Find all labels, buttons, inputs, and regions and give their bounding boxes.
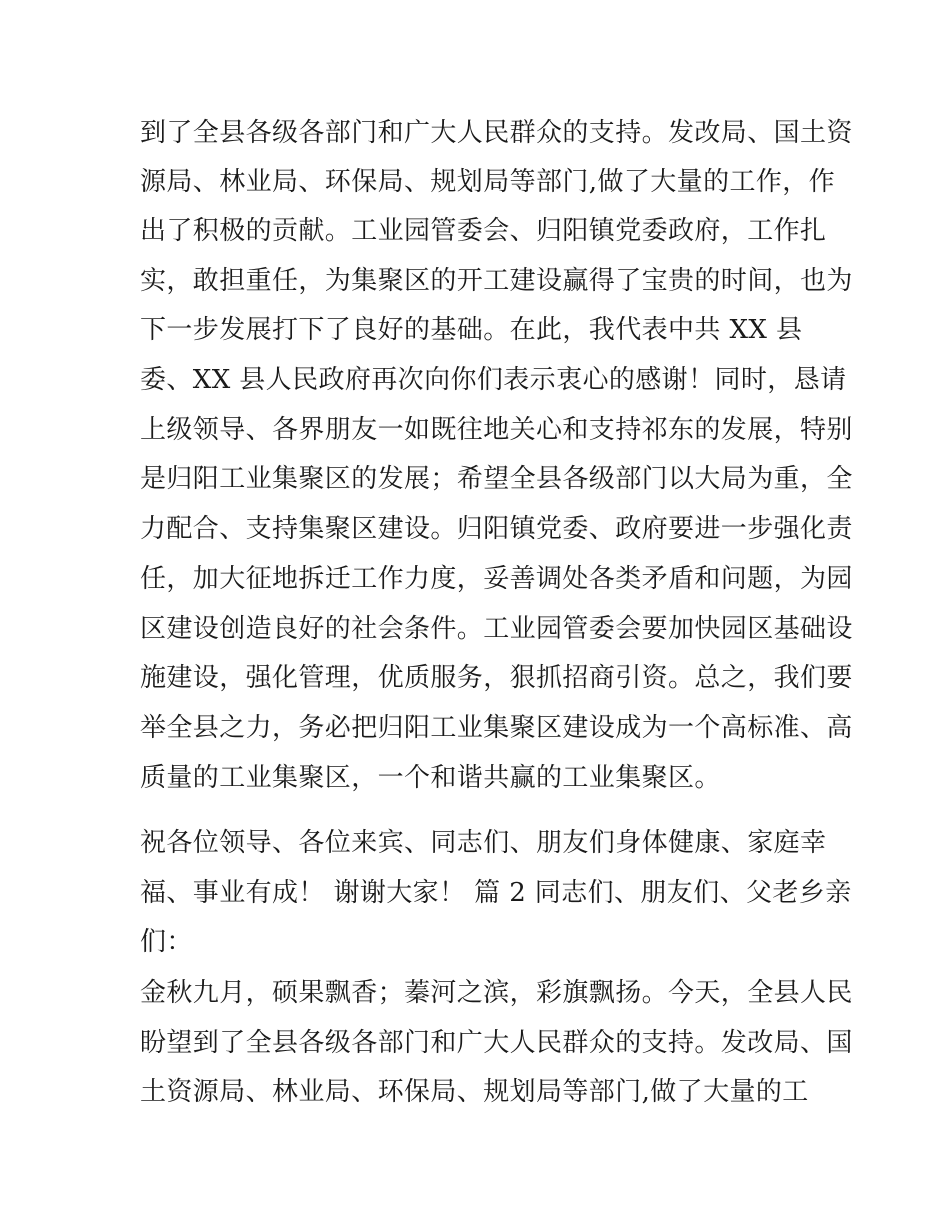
text-line: 质量的工业集聚区，一个和谐共赢的工业集聚区。 <box>140 763 721 793</box>
text-line: 盼望到了全县各级各部门和广大人民群众的支持。发改局、国 <box>140 1028 853 1058</box>
text-line: 出了积极的贡献。工业园管委会、归阳镇党委政府，工作扎 <box>140 216 827 246</box>
text-line: 是归阳工业集聚区的发展；希望全县各级部门以大局为重，全 <box>140 464 853 494</box>
text-line: 任，加大征地拆迁工作力度，妥善调处各类矛盾和问题，为园 <box>140 564 853 594</box>
text-line: 源局、林业局、环保局、规划局等部门,做了大量的工作，作 <box>140 167 836 197</box>
text-line: 施建设，强化管理，优质服务，狠抓招商引资。总之，我们要 <box>140 663 853 693</box>
text-line: 力配合、支持集聚区建设。归阳镇党委、政府要进一步强化责 <box>140 514 853 544</box>
text-line: 金秋九月，硕果飘香；蓁河之滨，彩旗飘扬。今天，全县人民 <box>140 978 853 1008</box>
text-line: 们： <box>140 927 193 957</box>
text-line: 举全县之力，务必把归阳工业集聚区建设成为一个高标准、高 <box>140 713 853 743</box>
text-line: 实，敢担重任，为集聚区的开工建设赢得了宝贵的时间，也为 <box>140 266 853 296</box>
text-line: 祝各位领导、各位来宾、同志们、朋友们身体健康、家庭幸 <box>140 828 827 858</box>
text-line: 下一步发展打下了良好的基础。在此，我代表中共 XX 县 <box>140 315 803 345</box>
text-line: 委、XX 县人民政府再次向你们表示衷心的感谢！同时，恳请 <box>140 365 847 395</box>
text-line: 上级领导、各界朋友一如既往地关心和支持祁东的发展，特别 <box>140 415 853 445</box>
text-line: 到了全县各级各部门和广大人民群众的支持。发改局、国土资 <box>140 118 853 148</box>
text-line: 土资源局、林业局、环保局、规划局等部门,做了大量的工 <box>140 1077 809 1107</box>
text-line: 福、事业有成！ 谢谢大家！ 篇 2 同志们、朋友们、父老乡亲 <box>140 878 852 908</box>
text-line: 区建设创造良好的社会条件。工业园管委会要加快园区基础设 <box>140 614 853 644</box>
